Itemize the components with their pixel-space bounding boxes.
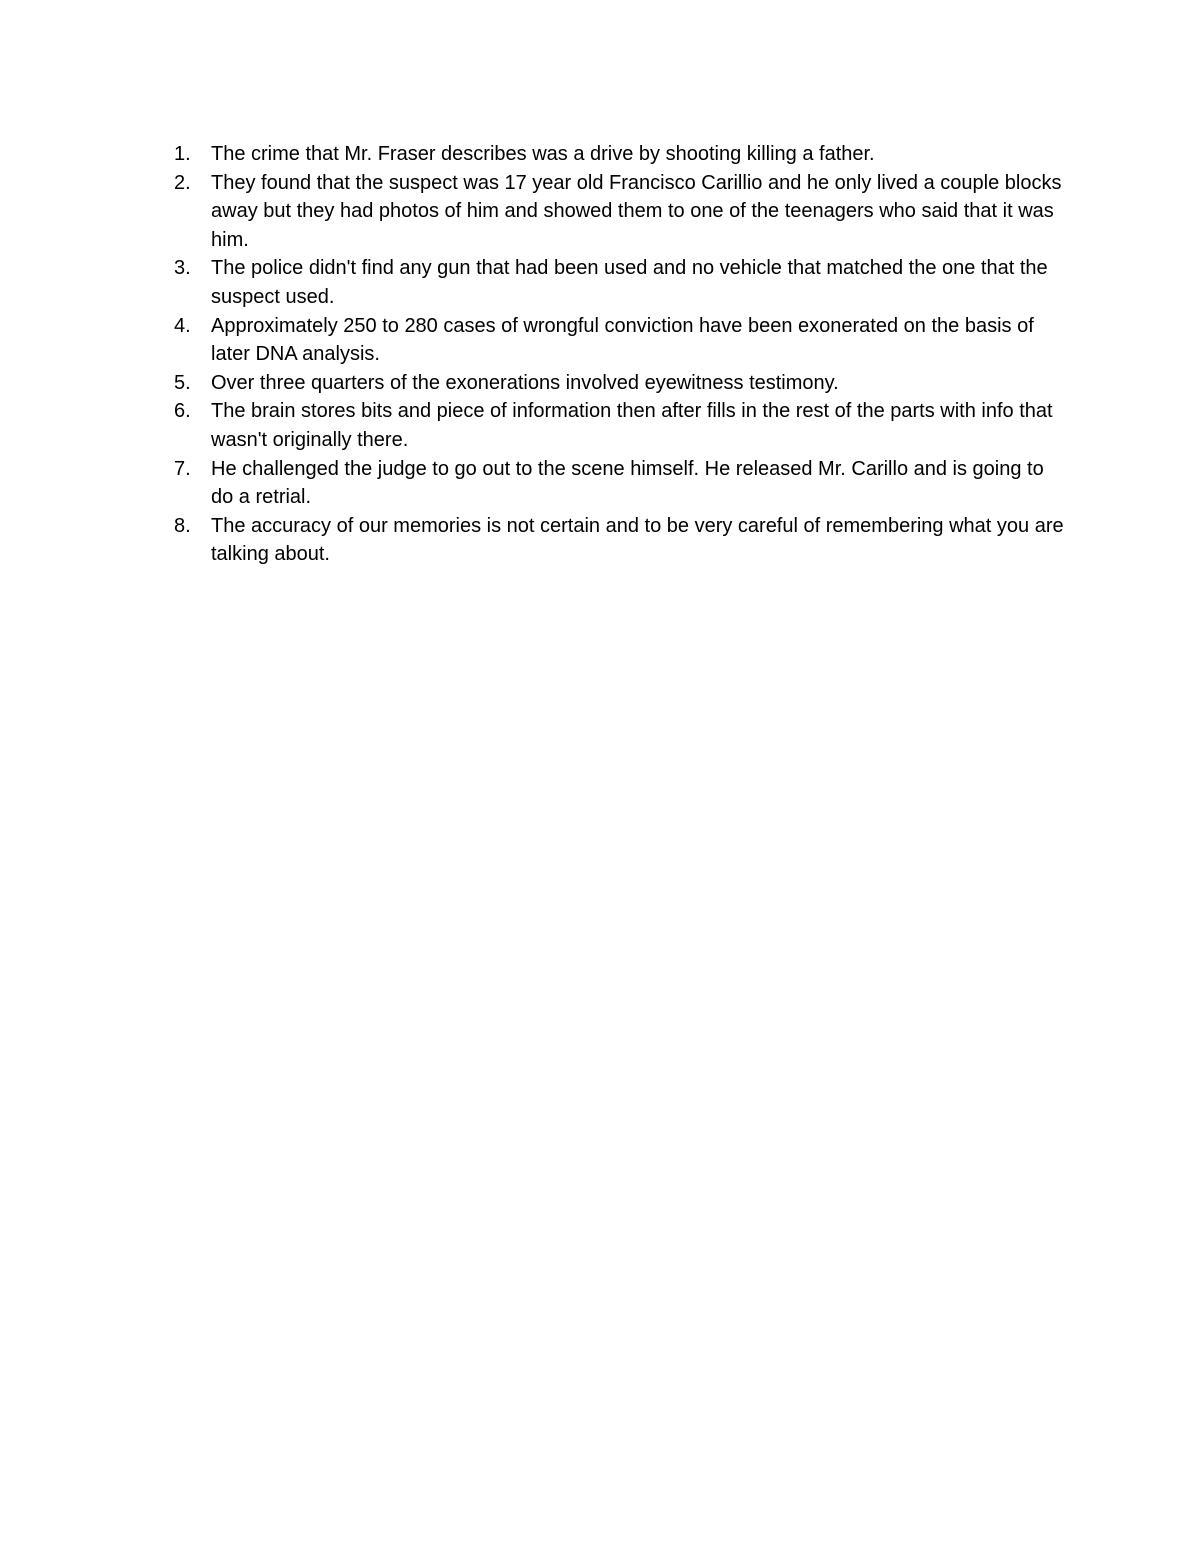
list-item-text: He challenged the judge to go out to the scene himself. He released Mr. Carillo and is going to do a retrial. xyxy=(211,457,1044,509)
list-item-number: 2. xyxy=(174,171,191,194)
list-item-number: 5. xyxy=(174,371,191,394)
list-item-number: 4. xyxy=(174,314,191,337)
list-item xyxy=(174,169,1064,255)
list-item-number: 1. xyxy=(174,143,191,165)
list-item xyxy=(174,312,1064,369)
list-item-number: 6. xyxy=(174,400,191,423)
list-item xyxy=(174,512,1064,569)
list-item-text: The accuracy of our memories is not certain and to be very careful of remembering what you are talking about. xyxy=(211,514,1064,566)
list-item xyxy=(174,254,1064,311)
list-item-text: They found that the suspect was 17 year old Francisco Carillio and he only lived a couple blocks away but they had photos of him and showed them to one of the teenagers who said that it was him. xyxy=(211,171,1062,251)
list-item-number: 8. xyxy=(174,514,191,537)
list-item-text: The brain stores bits and piece of information then after fills in the rest of the parts with info that wasn't originally there. xyxy=(211,400,1053,451)
list-item-number: 3. xyxy=(174,257,191,280)
list-item-number: 7. xyxy=(174,457,191,480)
list-item xyxy=(174,140,1064,169)
list-item xyxy=(174,397,1064,454)
list-item xyxy=(174,369,1064,398)
answer-list xyxy=(174,140,1064,569)
list-item-text: The police didn't find any gun that had been used and no vehicle that matched the one that the suspect used. xyxy=(211,257,1048,308)
list-item xyxy=(174,455,1064,512)
list-item-text: Approximately 250 to 280 cases of wrongful conviction have been exonerated on the basis of later DNA analysis. xyxy=(211,314,1034,366)
list-item-text: Over three quarters of the exonerations involved eyewitness testimony. xyxy=(211,371,839,394)
list-item-text: The crime that Mr. Fraser describes was a drive by shooting killing a father. xyxy=(211,143,875,165)
